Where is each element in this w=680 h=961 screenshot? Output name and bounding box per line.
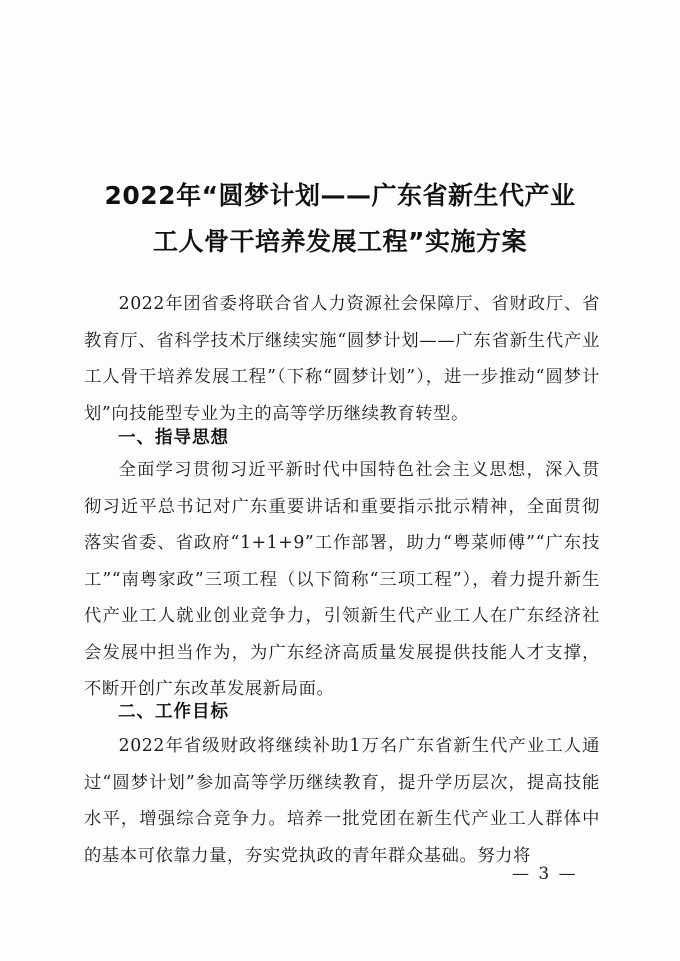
section-heading-work-goals: 二、工作目标 (118, 702, 229, 722)
document-title-line-1: 2022年“圆梦计划——广东省新生代产业 (104, 181, 576, 210)
section-heading-guiding-ideology: 一、指导思想 (118, 428, 229, 448)
page-number: — 3 — (512, 864, 578, 884)
intro-paragraph: 2022年团省委将联合省人力资源社会保障厅、省财政厅、省教育厅、省科学技术厅继续实施“圆梦计划——广东省新生代产业工人骨干培养发展工程”（下称“圆梦计划”），进一步推动“圆梦计划”向技能型专业为主的高等学历继续教育转型。 (84, 294, 600, 424)
work-goals-paragraph: 2022年省级财政将继续补助1万名广东省新生代产业工人通过“圆梦计划”参加高等学历继续教育，提升学历层次，提高技能水平，增强综合竞争力。培养一批党团在新生代产业工人群体中的基本可依靠力量，夯实党执政的青年群众基础。努力将 (84, 736, 600, 866)
guiding-ideology-paragraph: 全面学习贯彻习近平新时代中国特色社会主义思想，深入贯彻习近平总书记对广东重要讲话和重要指示批示精神，全面贯彻落实省委、省政府“1+1+9”工作部署，助力“粤菜师傅”“广东技工”“南粤家政”三项工程（以下简称“三项工程”），着力提升新生代产业工人就业创业竞争力，引领新生代产业工人在广东经济社会发展中担当作为，为广东经济高质量发展提供技能人才支撑，不断开创广东改革发展新局面。 (84, 460, 600, 699)
document-title-line-2: 工人骨干培养发展工程”实施方案 (153, 227, 527, 256)
